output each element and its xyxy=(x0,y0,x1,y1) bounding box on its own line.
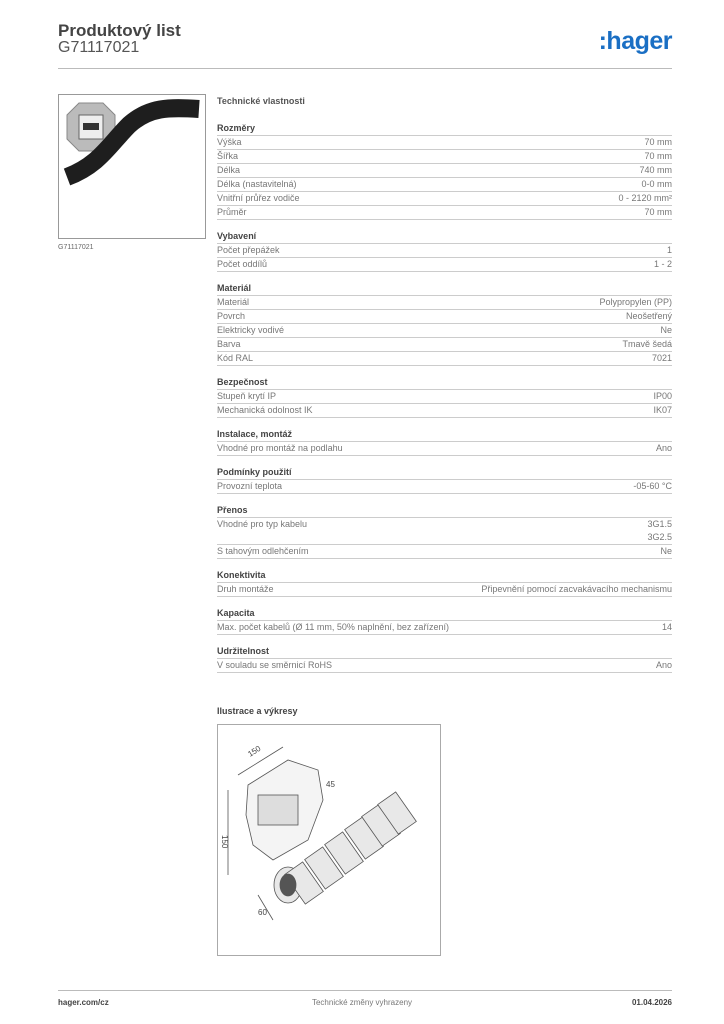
spec-section xyxy=(217,607,672,635)
spec-section xyxy=(217,504,672,559)
dimension-label: 45 xyxy=(326,780,335,789)
spec-value: 0-0 mm xyxy=(641,179,672,189)
spec-row xyxy=(217,480,672,494)
spec-label: Elektricky vodivé xyxy=(217,325,285,335)
dimension-label: 150 xyxy=(220,835,229,849)
spec-value: Tmavě šedá xyxy=(622,339,672,349)
spec-label: Výška xyxy=(217,137,242,147)
spec-section xyxy=(217,466,672,494)
section-title: Kapacita xyxy=(217,607,672,621)
hager-logo: :hager xyxy=(598,27,672,55)
product-image xyxy=(58,94,206,239)
section-title: Udržitelnost xyxy=(217,645,672,659)
image-caption: G71117021 xyxy=(58,244,94,251)
section-title: Podmínky použití xyxy=(217,466,672,480)
spec-label: Průměr xyxy=(217,207,247,217)
spec-row xyxy=(217,244,672,258)
spec-label: Délka (nastavitelná) xyxy=(217,179,297,189)
spec-row xyxy=(217,390,672,404)
spec-row xyxy=(217,659,672,673)
spec-row xyxy=(217,442,672,456)
spec-value: 1 xyxy=(666,245,672,255)
spec-value: IK07 xyxy=(653,405,672,415)
spec-label: Vhodné pro typ kabelu xyxy=(217,519,308,529)
spec-label: Stupeň krytí IP xyxy=(217,391,277,401)
spec-label: Kód RAL xyxy=(217,353,254,363)
spec-label: Barva xyxy=(217,339,241,349)
section-title: Rozměry xyxy=(217,122,672,136)
spec-value: IP00 xyxy=(653,391,672,401)
footer-website[interactable]: hager.com/cz xyxy=(58,998,109,1007)
spec-value: 3G1.5 3G2.5 xyxy=(647,519,672,542)
spec-value: 7021 xyxy=(651,353,672,363)
product-code: G71117021 xyxy=(58,39,140,56)
footer-divider xyxy=(58,990,672,991)
spec-value: 1 - 2 xyxy=(653,259,672,269)
spec-row xyxy=(217,150,672,164)
section-title: Instalace, montáž xyxy=(217,428,672,442)
spec-row xyxy=(217,324,672,338)
spec-label: Provozní teplota xyxy=(217,481,283,491)
spec-label: Vhodné pro montáž na podlahu xyxy=(217,443,343,453)
spec-row xyxy=(217,352,672,366)
section-title: Materiál xyxy=(217,282,672,296)
specs-title: Technické vlastnosti xyxy=(217,96,305,106)
spec-label: Vnitřní průřez vodiče xyxy=(217,193,300,203)
footer-disclaimer: Technické změny vyhrazeny xyxy=(311,998,413,1007)
spec-label: Mechanická odolnost IK xyxy=(217,405,313,415)
spec-row xyxy=(217,621,672,635)
section-title: Přenos xyxy=(217,504,672,518)
spec-row xyxy=(217,545,672,559)
spec-value: 70 mm xyxy=(644,137,672,147)
spec-row xyxy=(217,136,672,150)
spec-value: Polypropylen (PP) xyxy=(599,297,672,307)
spec-section xyxy=(217,122,672,220)
spec-row xyxy=(217,206,672,220)
spec-value: Ne xyxy=(660,546,672,556)
footer-date: 01.04.2026 xyxy=(631,998,672,1007)
spec-label: V souladu se směrnicí RoHS xyxy=(217,660,333,670)
spec-label: Max. počet kabelů (Ø 11 mm, 50% naplnění, bez zařízení) xyxy=(217,622,449,632)
spec-value: 70 mm xyxy=(644,207,672,217)
spec-value: Ano xyxy=(655,660,672,670)
section-title: Konektivita xyxy=(217,569,672,583)
spec-section xyxy=(217,376,672,418)
spec-section xyxy=(217,645,672,673)
spec-value: 14 xyxy=(661,622,672,632)
spec-label: Počet oddílů xyxy=(217,259,268,269)
spec-row xyxy=(217,192,672,206)
spec-label: Počet přepážek xyxy=(217,245,280,255)
dimension-label: 150 xyxy=(246,743,263,759)
technical-specs xyxy=(217,96,672,683)
spec-section xyxy=(217,230,672,272)
spec-section xyxy=(217,428,672,456)
illustration-title: Ilustrace a výkresy xyxy=(217,706,298,716)
spec-row xyxy=(217,310,672,324)
spec-value: Neošetřený xyxy=(625,311,672,321)
section-title: Vybavení xyxy=(217,230,672,244)
spec-label: Druh montáže xyxy=(217,584,274,594)
section-title: Bezpečnost xyxy=(217,376,672,390)
spec-value: 740 mm xyxy=(639,165,672,175)
spec-label: Délka xyxy=(217,165,241,175)
spec-label: Materiál xyxy=(217,297,250,307)
spec-row xyxy=(217,583,672,597)
technical-drawing xyxy=(217,724,441,956)
spec-row xyxy=(217,518,672,545)
spec-row xyxy=(217,404,672,418)
spec-row xyxy=(217,338,672,352)
dimension-label: 60 xyxy=(258,908,267,917)
spec-row xyxy=(217,164,672,178)
spec-value: Ano xyxy=(655,443,672,453)
spec-row xyxy=(217,178,672,192)
spec-value: 0 - 2120 mm² xyxy=(618,193,672,203)
spec-value: Připevnění pomocí zacvakávacího mechanismu xyxy=(481,584,672,594)
spec-value: 70 mm xyxy=(644,151,672,161)
spec-row xyxy=(217,296,672,310)
page-title: Produktový list xyxy=(58,21,181,40)
spec-section xyxy=(217,282,672,366)
spec-section xyxy=(217,569,672,597)
spec-label: Šířka xyxy=(217,151,239,161)
header-divider xyxy=(58,68,672,69)
spec-label: Povrch xyxy=(217,311,246,321)
spec-row xyxy=(217,258,672,272)
spec-label: S tahovým odlehčením xyxy=(217,546,309,556)
spec-value: Ne xyxy=(660,325,672,335)
spec-value: -05-60 °C xyxy=(633,481,672,491)
